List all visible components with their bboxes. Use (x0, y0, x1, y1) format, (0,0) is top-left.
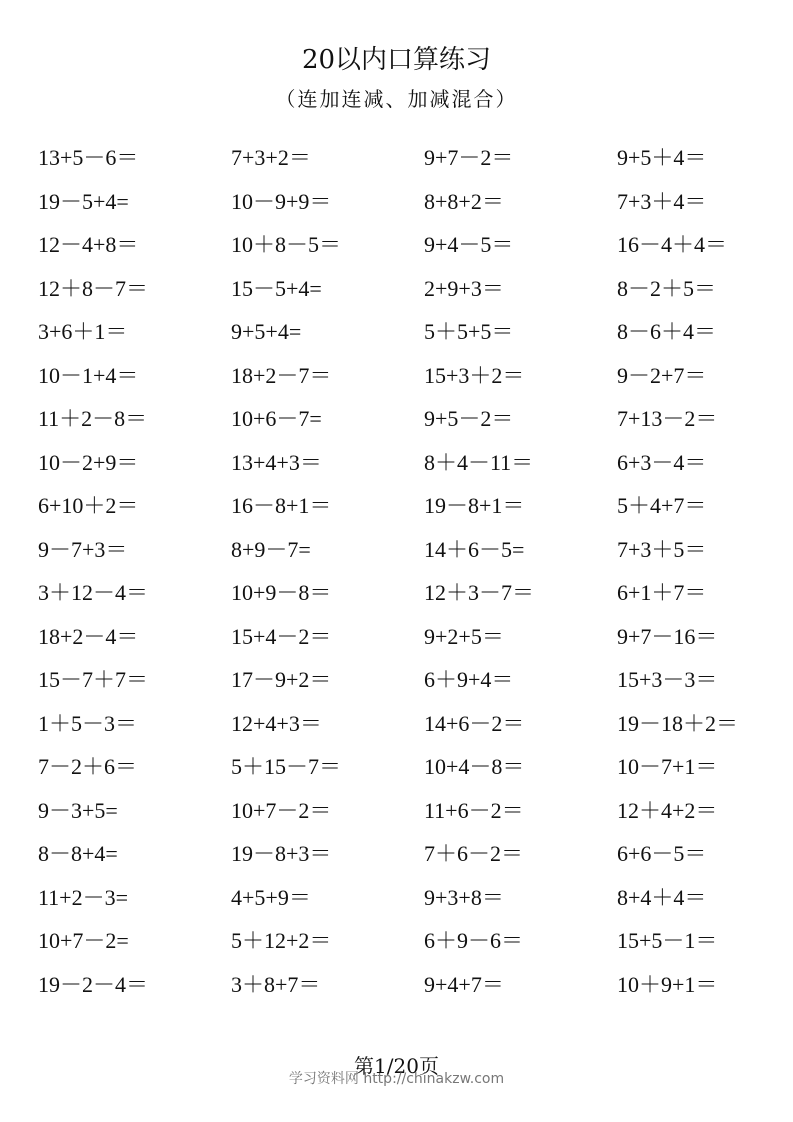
problem-item: 19－18＋2＝ (617, 710, 739, 736)
problem-item: 7+3＋5＝ (617, 536, 707, 562)
problem-item: 7+3＋4＝ (617, 188, 707, 214)
problem-item: 18+2－7＝ (231, 362, 332, 388)
problem-item: 14+6－2＝ (424, 710, 525, 736)
problem-item: 5＋15－7＝ (231, 754, 342, 779)
problem-item: 16－8+1＝ (231, 493, 332, 518)
problem-item: 6+10＋2＝ (38, 493, 139, 518)
problem-item: 8+4＋4＝ (617, 884, 707, 910)
problem-item: 2+9+3＝ (424, 275, 504, 301)
problem-grid (38, 140, 778, 1010)
problem-item: 10+7－2= (38, 928, 129, 953)
problem-item: 3＋12－4＝ (38, 580, 149, 605)
problem-item: 8－8+4= (38, 841, 118, 866)
problem-item: 5＋4+7＝ (617, 493, 707, 518)
problem-item: 7＋6－2＝ (424, 841, 524, 866)
problem-item: 13+5－6＝ (38, 145, 139, 170)
problem-item: 12＋3－7＝ (424, 580, 535, 605)
problem-item: 15－5+4= (231, 275, 322, 301)
problem-item: 10－9+9＝ (231, 188, 332, 214)
problem-item: 16－4＋4＝ (617, 232, 728, 257)
problem-item: 9+2+5＝ (424, 623, 504, 649)
problem-item: 15－7＋7＝ (38, 667, 149, 692)
problem-item: 8+8+2＝ (424, 188, 504, 214)
problem-item: 3＋8+7＝ (231, 971, 321, 997)
problem-item: 9+4+7＝ (424, 971, 504, 997)
problem-item: 10＋8－5＝ (231, 232, 342, 257)
problem-item: 4+5+9＝ (231, 884, 311, 910)
problem-item: 6+6－5＝ (617, 841, 707, 866)
problem-item: 15+3＋2＝ (424, 362, 525, 388)
problem-item: 17－9+2＝ (231, 667, 332, 692)
problem-item: 14＋6－5= (424, 536, 525, 562)
problem-item: 6+3－4＝ (617, 449, 707, 475)
problem-item: 6+1＋7＝ (617, 580, 707, 605)
problem-item: 11+2－3= (38, 884, 128, 910)
problem-item: 10－2+9＝ (38, 449, 139, 475)
problem-item: 6＋9－6＝ (424, 928, 524, 953)
problem-item: 7－2＋6＝ (38, 754, 138, 779)
problem-item: 1＋5－3＝ (38, 710, 138, 736)
problem-item: 10－7+1＝ (617, 754, 718, 779)
problem-item: 6＋9+4＝ (424, 667, 514, 692)
page-number: 第1/20页 (354, 1054, 439, 1078)
problem-item: 10+9－8＝ (231, 580, 332, 605)
problem-item: 15+3－3＝ (617, 667, 718, 692)
problem-item: 12+4+3＝ (231, 710, 322, 736)
problem-item: 9+7－16＝ (617, 623, 718, 649)
problem-item: 12＋8－7＝ (38, 275, 149, 301)
problem-item: 10+4－8＝ (424, 754, 525, 779)
problem-item: 9－2+7＝ (617, 362, 707, 388)
page-subtitle: （连加连减、加减混合） (275, 87, 518, 111)
problem-item: 3+6＋1＝ (38, 319, 128, 344)
problem-item: 11+6－2＝ (424, 797, 524, 823)
problem-item: 7+3+2＝ (231, 145, 311, 170)
problem-item: 9+7－2＝ (424, 145, 514, 170)
problem-item: 9－7+3＝ (38, 536, 128, 562)
problem-item: 8＋4－11＝ (424, 449, 534, 475)
problem-item: 9+5－2＝ (424, 406, 514, 431)
problem-item: 10+7－2＝ (231, 797, 332, 823)
problem-item: 9+4－5＝ (424, 232, 514, 257)
problem-item: 11＋2－8＝ (38, 406, 148, 431)
problem-item: 7+13－2＝ (617, 406, 718, 431)
problem-item: 9+5+4= (231, 319, 302, 344)
problem-item: 8+9－7= (231, 536, 311, 562)
problem-item: 19－8+3＝ (231, 841, 332, 866)
problem-item: 5＋12+2＝ (231, 928, 332, 953)
problem-item: 5＋5+5＝ (424, 319, 514, 344)
problem-item: 10+6－7= (231, 406, 322, 431)
problem-item: 10＋9+1＝ (617, 971, 718, 997)
problem-item: 12－4+8＝ (38, 232, 139, 257)
problem-item: 19－8+1＝ (424, 493, 525, 518)
problem-item: 19－5+4= (38, 188, 129, 214)
problem-item: 13+4+3＝ (231, 449, 322, 475)
problem-item: 8－2＋5＝ (617, 275, 717, 301)
watermark: 学习资料网 http://chinakzw.com (288, 1071, 505, 1087)
problem-item: 15+4－2＝ (231, 623, 332, 649)
problem-item: 15+5－1＝ (617, 928, 718, 953)
problem-item: 8－6＋4＝ (617, 319, 717, 344)
page-title: 20以内口算练习 (301, 45, 492, 75)
problem-item: 18+2－4＝ (38, 623, 139, 649)
problem-item: 9－3+5= (38, 797, 118, 823)
problem-item: 10－1+4＝ (38, 362, 139, 388)
problem-item: 12＋4+2＝ (617, 797, 718, 823)
problem-item: 19－2－4＝ (38, 971, 149, 997)
problem-item: 9+5＋4＝ (617, 145, 707, 170)
problem-item: 9+3+8＝ (424, 884, 504, 910)
